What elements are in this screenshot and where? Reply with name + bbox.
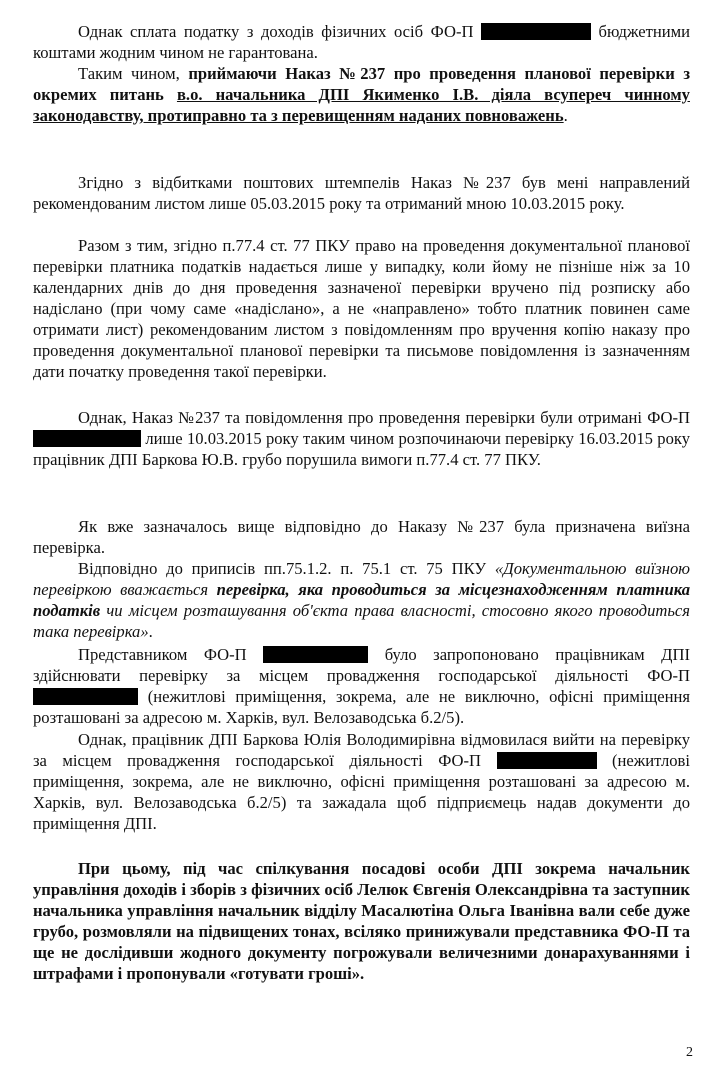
paragraph-representative-offer	[33, 644, 690, 728]
text-run: Відповідно до приписів пп.75.1.2. п. 75.1 ст. 75 ПКУ	[78, 559, 495, 578]
italic-text-run: «Документальною виїзною перевіркою вважається	[33, 559, 690, 599]
bold-italic-text-run: перевірка, яка проводиться за місцезнаходженням платника податків	[33, 580, 691, 620]
text-run: Як вже зазначалось вище відповідно до Наказу №237 була призначена виїзна перевірка.	[33, 517, 690, 557]
bold-text-run: При цьому, під час спілкування посадові особи ДПІ зокрема начальник управління доходів і зборів з фізичних осіб Лелюк Євгенія Олександрівна та заступник начальника управління начальник відділу Масалютіна Ольга Іванівна вали себе дуже грубо, розмовляли на підвищених тонах, всіляко принижували представника ФО-П та ще не дослідивши жодного документу погрожували величезними донарахуваннями і штрафами і пропонували «готувати гроші».	[33, 859, 690, 983]
paragraph-onsite-inspection	[33, 516, 690, 558]
redaction-box	[497, 752, 597, 769]
paragraph-conclusion	[33, 63, 690, 126]
paragraph-misconduct	[33, 858, 690, 984]
text-run: Однак, працівник ДПІ Баркова Юлія Володимирівна відмовилася вийти на перевірку за місцем провадження господарської діяльності ФО-П	[33, 730, 690, 770]
text-run: бюджетними коштами жодним чином не гарантована.	[33, 22, 691, 62]
paragraph-postmarks	[33, 172, 690, 214]
paragraph-refusal	[33, 729, 690, 834]
text-run: лише 10.03.2015 року таким чином розпочинаючи перевірку 16.03.2015 року працівник ДПІ Баркова Ю.В. грубо порушила вимоги п.77.4 ст. 77 ПКУ.	[33, 429, 690, 469]
text-run: Представником ФО-П	[78, 645, 264, 664]
text-run: Разом з тим, згідно п.77.4 ст. 77 ПКУ право на проведення документальної планової перевірки платника податків надається лише у випадку, коли йому не пізніше ніж за 10 календарних днів до дня проведення зазначеної перевірки вручено під розписку або надіслано (при чому саме «надіслано», а не «направлено» тобто платник повинен саме отримати лист) рекомендованим листом з повідомленням про вручення копію наказу про проведення документальної планової перевірки та письмове повідомлення із зазначенням дати початку проведення такої перевірки.	[33, 236, 690, 381]
paragraph-tax-payment	[33, 21, 690, 63]
text-run: .	[148, 622, 153, 641]
text-run: було запропоновано працівникам ДПІ здійснювати перевірку за місцем провадження господарської діяльності ФО-П	[33, 645, 691, 685]
text-run: Однак, Наказ №237 та повідомлення про проведення перевірки були отримані ФО-П	[78, 408, 690, 427]
italic-text-run: чи місцем розташування об'єкта права власності, стосовно якого проводиться така перевірка»	[33, 601, 690, 641]
bold-text-run: приймаючи Наказ №237 про проведення планової перевірки з окремих питань	[33, 64, 690, 104]
redaction-box	[481, 23, 591, 40]
bold-underlined-text-run: в.о. начальника ДПІ Якименко І.В. діяла всупереч чинному законодавству, протиправно та з перевищенням наданих повноважень	[33, 85, 690, 125]
redaction-box	[33, 688, 138, 705]
text-run: Однак сплата податку з доходів фізичних осіб ФО-П	[78, 22, 482, 41]
page-number: 2	[686, 1045, 693, 1060]
text-run: .	[563, 106, 568, 125]
text-run: (нежитлові приміщення, зокрема, але не виключно, офісні приміщення розташовані за адресою м. Харків, вул. Велозаводська б.2/5).	[33, 687, 690, 727]
text-run: (нежитлові приміщення, зокрема, але не виключно, офісні приміщення розташовані за адресою м. Харків, вул. Велозаводська б.2/5) та зажадала щоб підприємець надав документи до приміщення ДПІ.	[33, 751, 690, 833]
paragraph-article-75	[33, 558, 690, 642]
redaction-box	[33, 430, 141, 447]
text-run: Таким чином,	[78, 64, 189, 83]
redaction-box	[263, 646, 368, 663]
text-run: Згідно з відбитками поштових штемпелів Наказ №237 був мені направлений рекомендованим листом лише 05.03.2015 року та отриманий мною 10.03.2015 року.	[33, 173, 690, 213]
paragraph-article-77-4	[33, 235, 690, 382]
paragraph-order-received	[33, 407, 690, 470]
